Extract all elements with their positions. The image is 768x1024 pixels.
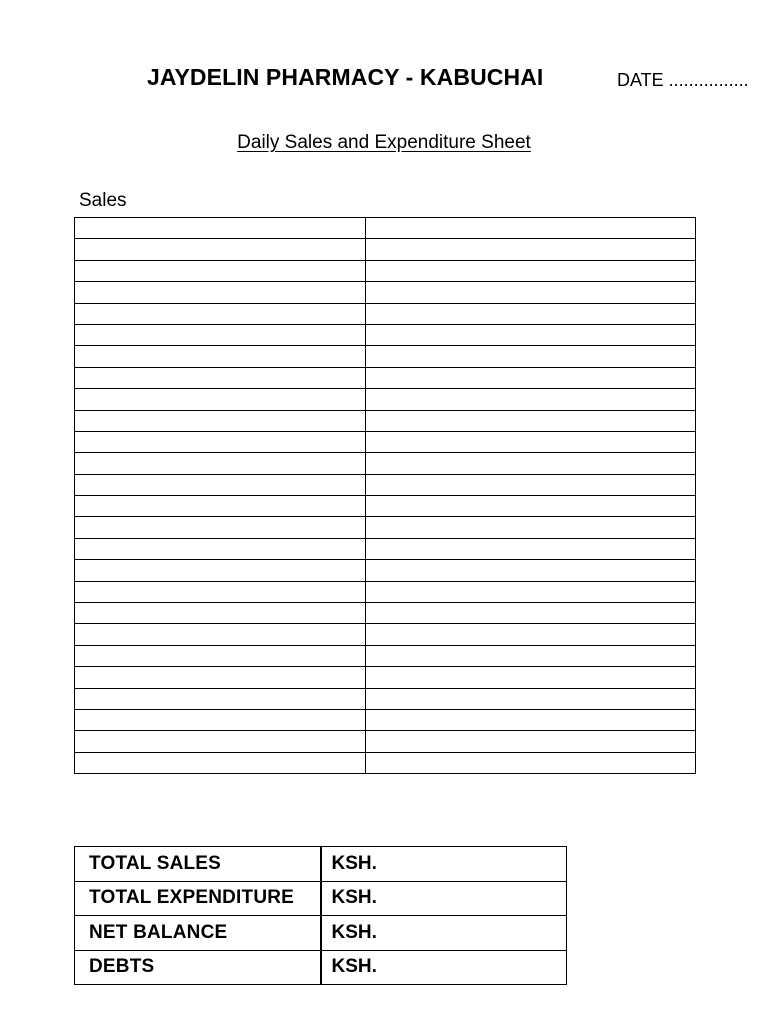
table-cell xyxy=(366,538,696,559)
table-row xyxy=(75,367,696,388)
table-cell xyxy=(75,367,366,388)
table-row xyxy=(75,688,696,709)
table-row xyxy=(75,389,696,410)
table-cell xyxy=(75,474,366,495)
table-cell xyxy=(75,346,366,367)
table-row xyxy=(75,346,696,367)
table-cell xyxy=(366,389,696,410)
table-row xyxy=(75,324,696,345)
table-cell xyxy=(75,624,366,645)
table-cell xyxy=(75,218,366,239)
table-cell xyxy=(366,645,696,666)
table-row xyxy=(75,517,696,538)
table-cell xyxy=(366,239,696,260)
table-row xyxy=(75,474,696,495)
table-cell xyxy=(366,496,696,517)
table-cell xyxy=(366,709,696,730)
table-row xyxy=(75,453,696,474)
table-row xyxy=(75,581,696,602)
table-row xyxy=(75,260,696,281)
table-row xyxy=(75,538,696,559)
table-cell xyxy=(366,560,696,581)
sales-table xyxy=(74,217,696,774)
summary-table xyxy=(74,846,567,985)
table-cell xyxy=(75,453,366,474)
table-cell xyxy=(366,410,696,431)
page-title: JAYDELIN PHARMACY - KABUCHAI xyxy=(147,64,544,90)
summary-value: KSH. xyxy=(321,916,567,951)
table-cell xyxy=(366,517,696,538)
table-row xyxy=(75,731,696,752)
table-cell xyxy=(75,239,366,260)
table-cell xyxy=(366,431,696,452)
summary-label: NET BALANCE xyxy=(75,916,321,951)
table-cell xyxy=(75,709,366,730)
table-row xyxy=(75,645,696,666)
table-cell xyxy=(75,688,366,709)
table-cell xyxy=(366,688,696,709)
table-row xyxy=(75,603,696,624)
table-cell xyxy=(75,645,366,666)
table-cell xyxy=(75,303,366,324)
table-row xyxy=(75,218,696,239)
table-cell xyxy=(366,260,696,281)
table-cell xyxy=(75,603,366,624)
table-row xyxy=(75,282,696,303)
table-cell xyxy=(75,752,366,773)
table-row xyxy=(75,431,696,452)
table-row xyxy=(75,560,696,581)
summary-row-net-balance xyxy=(75,916,567,951)
table-cell xyxy=(75,581,366,602)
table-row xyxy=(75,496,696,517)
table-row xyxy=(75,303,696,324)
table-cell xyxy=(366,218,696,239)
summary-value: KSH. xyxy=(321,950,567,985)
table-cell xyxy=(366,367,696,388)
table-cell xyxy=(75,260,366,281)
table-cell xyxy=(366,324,696,345)
table-cell xyxy=(366,581,696,602)
table-cell xyxy=(366,752,696,773)
table-cell xyxy=(75,410,366,431)
table-row xyxy=(75,239,696,260)
sales-section-label: Sales xyxy=(79,190,127,211)
table-cell xyxy=(366,303,696,324)
table-cell xyxy=(75,389,366,410)
table-cell xyxy=(366,603,696,624)
table-cell xyxy=(366,453,696,474)
table-cell xyxy=(75,324,366,345)
table-row xyxy=(75,667,696,688)
summary-label: DEBTS xyxy=(75,950,321,985)
sheet-subtitle: Daily Sales and Expenditure Sheet xyxy=(237,132,531,153)
sales-table-body xyxy=(75,218,696,774)
summary-label: TOTAL EXPENDITURE xyxy=(75,881,321,916)
table-cell xyxy=(75,560,366,581)
table-cell xyxy=(366,282,696,303)
table-row xyxy=(75,624,696,645)
table-cell xyxy=(366,346,696,367)
table-cell xyxy=(366,624,696,645)
date-field: DATE ................ xyxy=(617,70,749,90)
summary-row-total-sales xyxy=(75,847,567,882)
table-cell xyxy=(366,667,696,688)
table-cell xyxy=(75,667,366,688)
table-row xyxy=(75,752,696,773)
summary-label: TOTAL SALES xyxy=(75,847,321,882)
summary-value: KSH. xyxy=(321,881,567,916)
table-cell xyxy=(75,731,366,752)
table-cell xyxy=(75,517,366,538)
table-cell xyxy=(75,496,366,517)
summary-row-total-expenditure xyxy=(75,881,567,916)
table-cell xyxy=(366,474,696,495)
summary-row-debts xyxy=(75,950,567,985)
table-row xyxy=(75,410,696,431)
table-cell xyxy=(75,282,366,303)
table-cell xyxy=(75,431,366,452)
table-row xyxy=(75,709,696,730)
table-cell xyxy=(366,731,696,752)
table-cell xyxy=(75,538,366,559)
summary-value: KSH. xyxy=(321,847,567,882)
